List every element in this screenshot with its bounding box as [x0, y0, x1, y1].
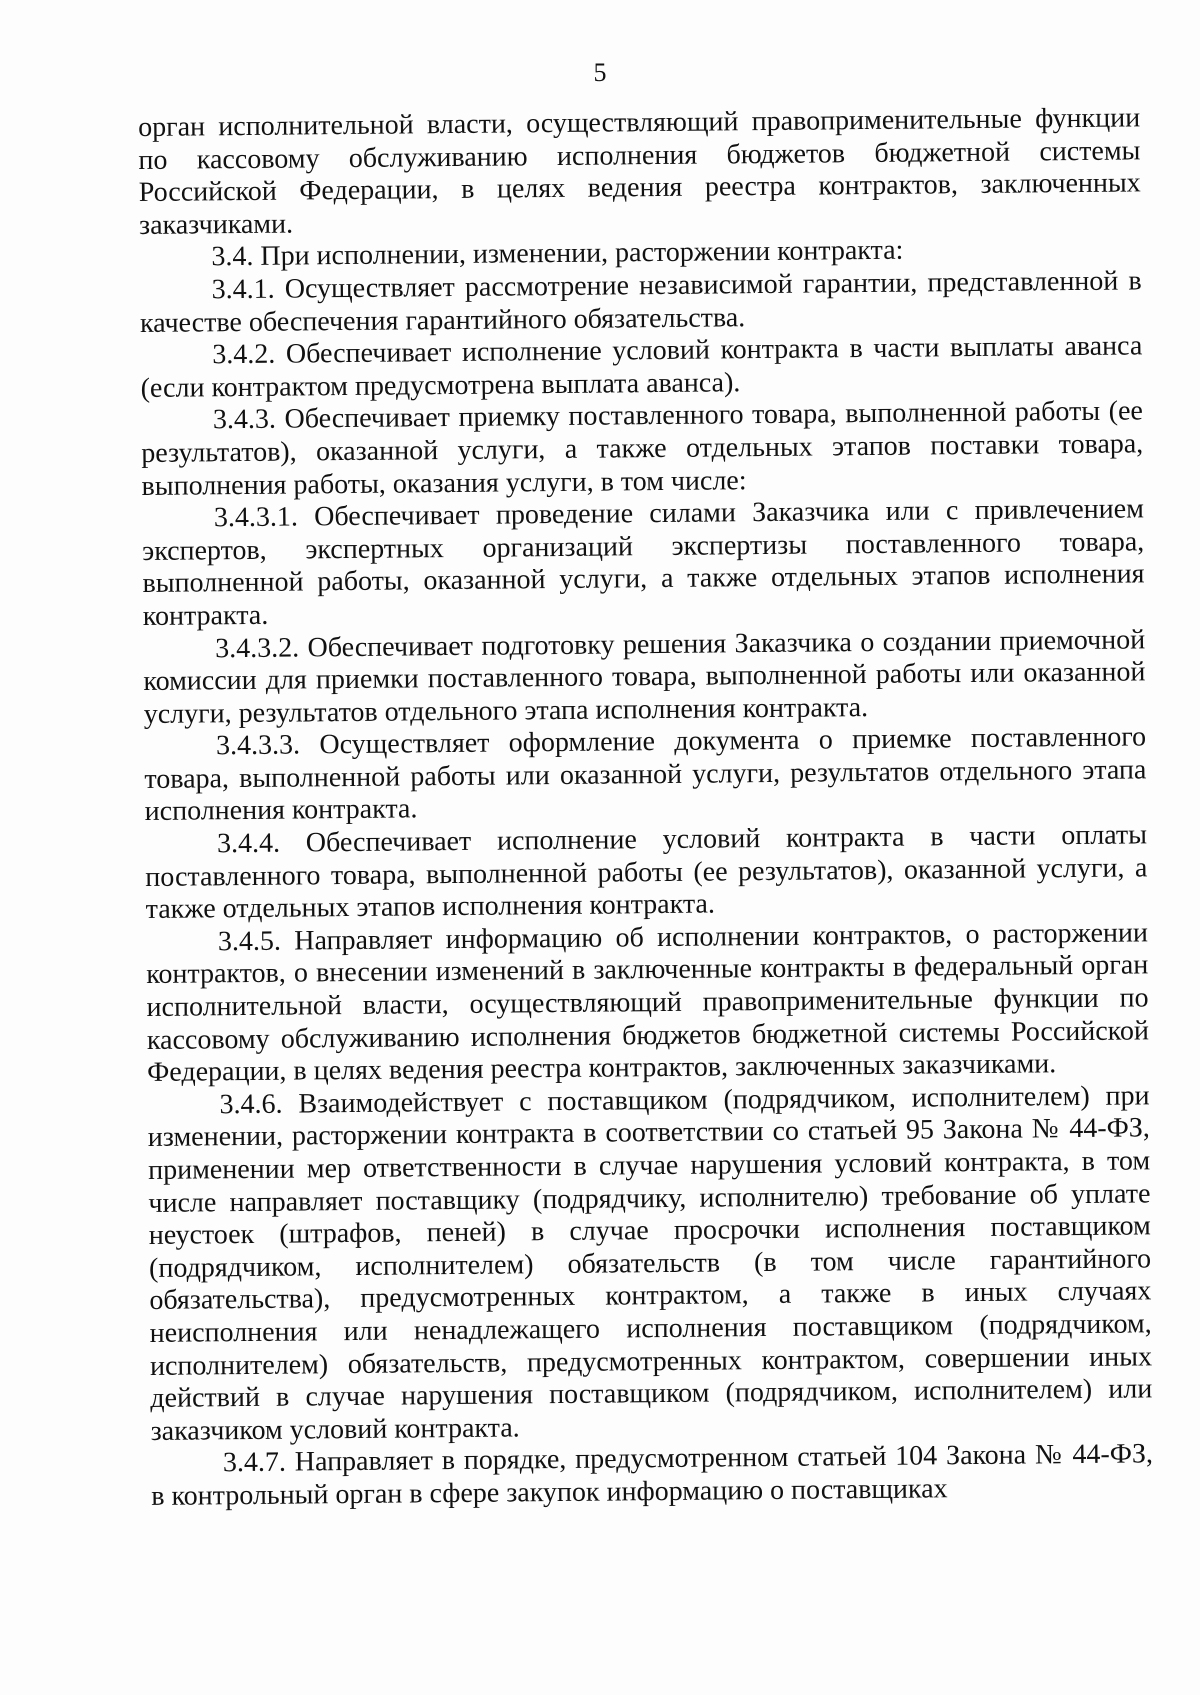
paragraph-3-4-3-3: 3.4.3.3. Осуществляет оформление документа о приемке поставленного товара, выполненной работы или оказанной услуги, результатов отдельного этапа исполнения контракта.: [144, 721, 1147, 828]
paragraph-3-4-2: 3.4.2. Обеспечивает исполнение условий контракта в части выплаты аванса (если контрактом предусмотрена выплата аванса).: [140, 330, 1143, 404]
paragraph-3-4-6: 3.4.6. Взаимодействует с поставщиком (подрядчиком, исполнителем) при изменении, расторжении контракта в соответствии со статьей 95 Закона № 44-ФЗ, применении мер ответственности в случае нарушения условий контракта, в том числе направляет поставщику (подрядчику, исполнителю) требование об уплате неустоек (штрафов, пеней) в случае просрочки исполнения поставщиком (подрядчиком, исполнителем) обязательств (в том числе гарантийного обязательства), предусмотренных контрактом, а также в иных случаях неисполнения или ненадлежащего исполнения поставщиком (подрядчиком, исполнителем) обязательств, предусмотренных контрактом, совершении иных действий в случае нарушения поставщиком (подрядчиком, исполнителем) или заказчиком условий контракта.: [147, 1080, 1153, 1447]
paragraph-3-4-3: 3.4.3. Обеспечивает приемку поставленного товара, выполненной работы (ее результатов), оказанной услуги, а также отдельных этапов поставки товара, выполнения работы, оказания услуги, в том числе:: [141, 395, 1144, 502]
paragraph-3-4-7: 3.4.7. Направляет в порядке, предусмотренном статьей 104 Закона № 44-ФЗ, в контрольный орган в сфере закупок информацию о поставщиках: [151, 1438, 1154, 1512]
paragraph-3-4-3-2: 3.4.3.2. Обеспечивает подготовку решения Заказчика о создании приемочной комиссии для приемки поставленного товара, выполненной работы или оказанной услуги, результатов отдельного этапа исполнения контракта.: [143, 623, 1146, 730]
paragraph-3-4-1: 3.4.1. Осуществляет рассмотрение независимой гарантии, представленной в качестве обеспечения гарантийного обязательства.: [139, 265, 1142, 339]
paragraph-3-4-5: 3.4.5. Направляет информацию об исполнении контрактов, о расторжении контрактов, о внесении изменений в заключенные контракты в федеральный орган исполнительной власти, осуществляющий правоприменительные функции по кассовому обслуживанию исполнения бюджетов бюджетной системы Российской Федерации, в целях ведения реестра контрактов, заключенных заказчиками.: [146, 917, 1150, 1089]
page-number: 5: [593, 58, 607, 87]
paragraph-continuation: орган исполнительной власти, осуществляющий правоприменительные функции по кассовому обслуживанию исполнения бюджетов бюджетной системы Российской Федерации, в целях ведения реестра контрактов, заключенных заказчиками.: [138, 102, 1141, 241]
paragraph-3-4-3-1: 3.4.3.1. Обеспечивает проведение силами Заказчика или с привлечением экспертов, экспертных организаций экспертизы поставленного товара, выполненной работы, оказанной услуги, а также отдельных этапов исполнения контракта.: [142, 493, 1145, 632]
paragraph-3-4-4: 3.4.4. Обеспечивает исполнение условий контракта в части оплаты поставленного товара, выполненной работы (ее результатов), оказанной услуги, а также отдельных этапов исполнения контракта.: [145, 819, 1148, 926]
paragraph-3-4: 3.4. При исполнении, изменении, расторжении контракта:: [211, 235, 904, 273]
document-body: [138, 102, 1153, 1513]
